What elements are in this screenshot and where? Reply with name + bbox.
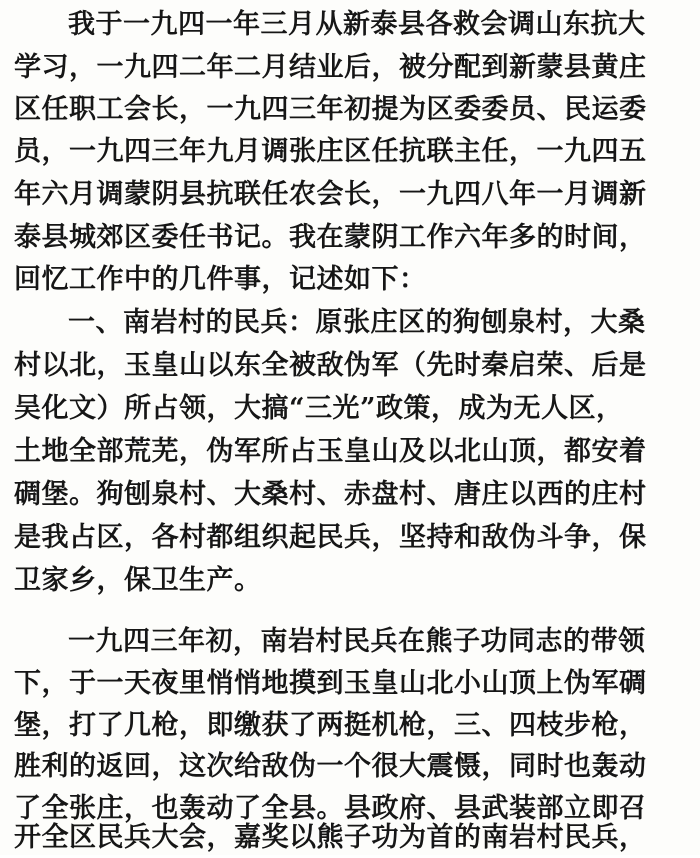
text-line: 土地全部荒芜，伪军所占玉皇山及以北山顶，都安着 xyxy=(14,436,647,467)
text-line: 碉堡。狗刨泉村、大桑村、赤盘村、唐庄以西的庄村 xyxy=(14,479,647,510)
text-line: 卫家乡，保卫生产。 xyxy=(14,565,262,596)
text-line: 村以北，玉皇山以东全被敌伪军（先时秦启荣、后是 xyxy=(14,350,647,381)
text-line: 吴化文）所占领，大搞“三光”政策，成为无人区， xyxy=(14,393,624,424)
text-line: 下，于一天夜里悄悄地摸到玉皇山北小山顶上伪军碉 xyxy=(14,668,647,699)
text-line: 年六月调蒙阴县抗联任农会长，一九四八年一月调新 xyxy=(14,179,647,210)
text-line: 是我占区，各村都组织起民兵，坚持和敌伪斗争，保 xyxy=(14,522,647,553)
text-line: 了全张庄，也轰动了全县。县政府、县武装部立即召 xyxy=(14,793,647,824)
text-line: 开全区民兵大会，嘉奖以熊子功为首的南岩村民兵， xyxy=(14,822,647,853)
text-line: 胜利的返回，这次给敌伪一个很大震慑，同时也轰动 xyxy=(14,751,647,782)
text-line: 区任职工会长，一九四三年初提为区委委员、民运委 xyxy=(14,94,647,125)
text-line: 员，一九四三年九月调张庄区任抗联主任，一九四五 xyxy=(14,136,647,167)
text-line: 堡，打了几枪，即缴获了两挺机枪，三、四枝步枪， xyxy=(14,710,647,741)
text-line: 泰县城郊区委任书记。我在蒙阴工作六年多的时间， xyxy=(14,222,647,253)
text-line: 一九四三年初，南岩村民兵在熊子功同志的带领 xyxy=(68,626,646,657)
text-line: 学习，一九四二年二月结业后，被分配到新蒙县黄庄 xyxy=(14,52,647,83)
text-line: 一、南岩村的民兵：原张庄区的狗刨泉村，大桑 xyxy=(68,307,646,338)
text-line: 回忆工作中的几件事，记述如下： xyxy=(14,264,427,295)
text-line: 我于一九四一年三月从新泰县各救会调山东抗大 xyxy=(68,9,646,40)
